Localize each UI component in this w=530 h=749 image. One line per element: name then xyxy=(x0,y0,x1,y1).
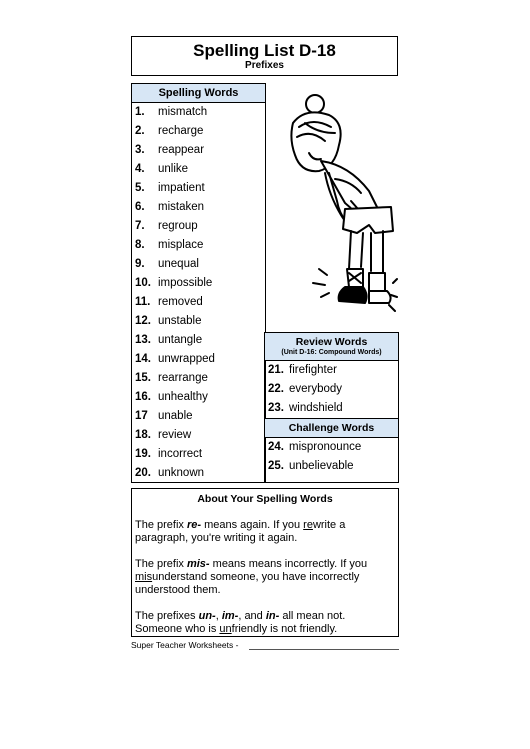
prefix-un: un- xyxy=(198,610,216,622)
word-text: review xyxy=(158,429,192,441)
word-number: 20. xyxy=(135,467,151,479)
word-number: 23. xyxy=(268,402,284,414)
word-row xyxy=(265,399,398,418)
prefix-mis: mis- xyxy=(186,558,210,570)
text: The prefixes xyxy=(135,610,199,622)
word-row xyxy=(132,255,265,274)
word-number: 21. xyxy=(268,364,284,376)
word-text: regroup xyxy=(158,220,198,232)
word-row xyxy=(265,457,398,476)
word-number: 5. xyxy=(135,182,145,194)
word-number: 18. xyxy=(135,429,151,441)
word-number: 19. xyxy=(135,448,151,460)
word-row xyxy=(132,445,265,464)
word-number: 17 xyxy=(135,410,148,422)
word-text: unknown xyxy=(158,467,205,479)
word-text: unhealthy xyxy=(158,391,208,403)
about-paragraph-mis xyxy=(135,558,395,597)
prefix-in: in- xyxy=(265,610,280,622)
page-subtitle: Prefixes xyxy=(245,60,284,71)
word-row xyxy=(132,293,265,312)
word-text: unequal xyxy=(158,258,199,270)
underlined-prefix: re xyxy=(303,519,313,531)
word-text: rearrange xyxy=(158,372,208,384)
text: , and xyxy=(238,610,266,622)
word-row xyxy=(132,369,265,388)
word-row xyxy=(132,160,265,179)
word-row xyxy=(265,438,398,457)
word-number: 24. xyxy=(268,441,284,453)
text: understand someone, you have incorrectly understood them. xyxy=(135,571,360,596)
footer-line xyxy=(249,649,399,650)
footer-text: Super Teacher Worksheets - xyxy=(131,640,239,650)
word-text: removed xyxy=(158,296,203,308)
text: means means incorrectly. If you xyxy=(209,558,368,570)
word-text: reappear xyxy=(158,144,205,156)
word-text: incorrect xyxy=(158,448,203,460)
about-box xyxy=(131,488,399,637)
challenge-words-header: Challenge Words xyxy=(265,418,398,438)
word-row xyxy=(132,217,265,236)
spelling-words-list xyxy=(132,103,265,483)
word-number: 1. xyxy=(135,106,145,118)
word-row xyxy=(132,179,265,198)
word-row xyxy=(132,236,265,255)
word-number: 16. xyxy=(135,391,151,403)
word-row xyxy=(132,103,265,122)
review-words-title: Review Words xyxy=(295,336,368,348)
word-number: 6. xyxy=(135,201,145,213)
word-text: unwrapped xyxy=(158,353,215,365)
spelling-words-box xyxy=(131,83,266,483)
title-box xyxy=(131,36,398,76)
word-row xyxy=(265,380,398,399)
challenge-words-list xyxy=(265,438,398,476)
student-illustration xyxy=(265,83,398,331)
word-number: 11. xyxy=(135,296,151,308)
word-row xyxy=(132,331,265,350)
word-row xyxy=(132,274,265,293)
word-row xyxy=(132,122,265,141)
review-words-header xyxy=(265,333,398,361)
text: The prefix xyxy=(135,558,187,570)
word-text: misplace xyxy=(158,239,204,251)
boy-tying-shoes-illustration xyxy=(265,83,398,331)
word-number: 25. xyxy=(268,460,284,472)
text: , xyxy=(215,610,222,622)
word-number: 8. xyxy=(135,239,145,251)
word-text: mistaken xyxy=(158,201,205,213)
prefix-re: re- xyxy=(186,519,202,531)
text: friendly is not friendly. xyxy=(231,623,338,635)
word-text: windshield xyxy=(289,402,343,414)
word-row xyxy=(132,198,265,217)
underlined-prefix: mis xyxy=(135,571,153,583)
review-words-subtitle: (Unit D-16: Compound Words) xyxy=(281,349,382,356)
review-words-list xyxy=(265,361,398,418)
about-heading: About Your Spelling Words xyxy=(197,493,333,505)
word-number: 9. xyxy=(135,258,145,270)
about-paragraph-un-im-in xyxy=(135,610,395,636)
text: means again. If you xyxy=(201,519,304,531)
word-text: firefighter xyxy=(289,364,337,376)
word-row xyxy=(132,312,265,331)
word-number: 3. xyxy=(135,144,145,156)
word-text: everybody xyxy=(289,383,343,395)
word-text: unlike xyxy=(158,163,189,175)
word-number: 12. xyxy=(135,315,151,327)
page-title: Spelling List D-18 xyxy=(193,41,336,60)
word-row xyxy=(265,361,398,380)
word-number: 10. xyxy=(135,277,151,289)
prefix-im: im- xyxy=(221,610,239,622)
word-text: mispronounce xyxy=(289,441,362,453)
word-text: impossible xyxy=(158,277,213,289)
word-text: unbelievable xyxy=(289,460,354,472)
word-row xyxy=(132,350,265,369)
about-paragraph-re xyxy=(135,519,395,545)
word-number: 7. xyxy=(135,220,145,232)
underlined-prefix: un xyxy=(219,623,232,635)
word-number: 15. xyxy=(135,372,151,384)
word-number: 22. xyxy=(268,383,284,395)
word-row xyxy=(132,388,265,407)
word-text: mismatch xyxy=(158,106,208,118)
word-number: 13. xyxy=(135,334,151,346)
word-number: 4. xyxy=(135,163,145,175)
word-row xyxy=(132,407,265,426)
word-number: 14. xyxy=(135,353,151,365)
word-text: impatient xyxy=(158,182,205,194)
word-text: recharge xyxy=(158,125,204,137)
word-text: unstable xyxy=(158,315,202,327)
word-text: untangle xyxy=(158,334,203,346)
text: all mean not. Someone who is xyxy=(135,610,346,635)
word-row xyxy=(132,141,265,160)
spelling-words-header: Spelling Words xyxy=(132,84,265,103)
word-row xyxy=(132,426,265,445)
text: The prefix xyxy=(135,519,187,531)
footer xyxy=(131,640,399,650)
word-number: 2. xyxy=(135,125,145,137)
word-row xyxy=(132,464,265,483)
review-challenge-box xyxy=(264,332,399,483)
word-text: unable xyxy=(158,410,193,422)
text: write a paragraph, you're writing it again. xyxy=(135,519,346,544)
